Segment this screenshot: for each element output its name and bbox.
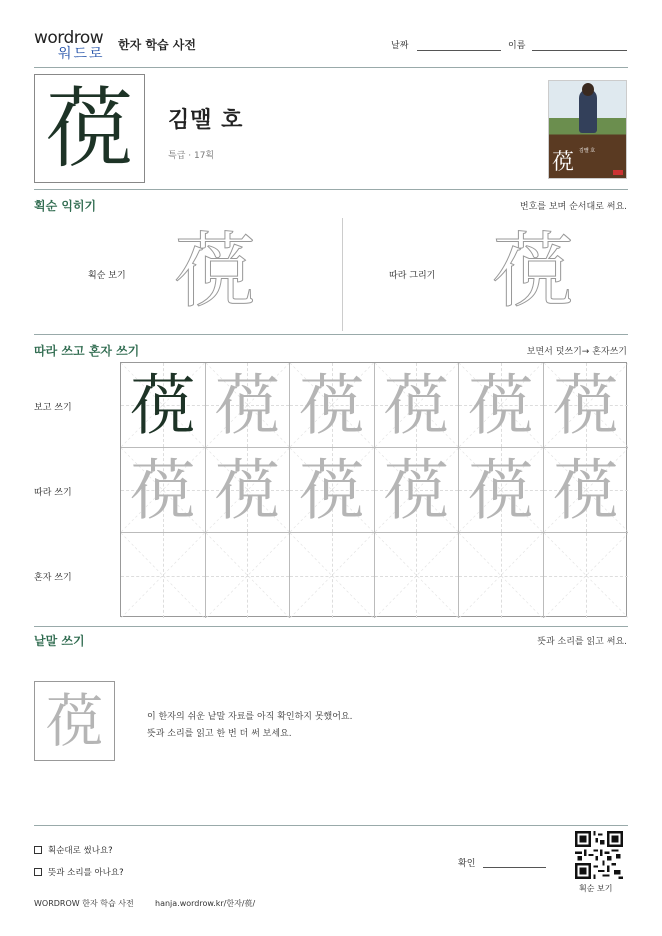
checklist-item-meaning[interactable]: [34, 866, 124, 878]
vocab-message-2: 뜻과 소리를 읽고 한 번 더 써 보세요.: [147, 729, 292, 739]
vocab-hanja: 䓲: [45, 687, 104, 755]
trace-label: 따라 그리기: [389, 271, 436, 281]
trace-hanja: 䓲: [214, 452, 281, 529]
logo-wordmark: wordrow: [34, 28, 104, 48]
practice-cell[interactable]: [121, 448, 206, 533]
checklist-item-strokes[interactable]: [34, 844, 113, 856]
checklist-label: 뜻과 소리를 아나요?: [48, 868, 124, 878]
date-field[interactable]: [417, 50, 501, 51]
stroke-section-hint: 번호를 보며 순서대로 써요.: [519, 202, 627, 212]
practice-cell[interactable]: [206, 448, 291, 533]
vocab-section-hint: 뜻과 소리를 읽고 써요.: [537, 637, 627, 647]
checklist-label: 획순대로 썼나요?: [48, 846, 113, 856]
row-label-trace: 따라 쓰기: [34, 488, 72, 498]
stroke-divider: [342, 218, 343, 331]
trace-hanja: 䓲: [552, 367, 619, 444]
name-field[interactable]: [532, 50, 627, 51]
card-title: 김맬 호: [579, 148, 596, 154]
practice-cell[interactable]: [290, 363, 375, 448]
hanja-large: 䓲: [45, 77, 134, 180]
guide-line: [290, 576, 374, 577]
document-title: 한자 학습 사전: [118, 38, 196, 52]
trace-hanja: 䓲: [214, 367, 281, 444]
name-label: 이름: [508, 41, 526, 51]
qr-label: 획순 보기: [579, 884, 613, 893]
divider: [34, 189, 628, 190]
stroke-view-label: 획순 보기: [88, 271, 126, 281]
card-hanja: 䓲: [552, 150, 575, 175]
row-label-solo: 혼자 쓰기: [34, 573, 72, 583]
practice-cell[interactable]: [121, 533, 206, 618]
trace-hanja: 䓲: [298, 452, 365, 529]
guide-line: [459, 576, 543, 577]
trace-hanja: 䓲: [129, 452, 196, 529]
practice-cell[interactable]: [544, 363, 629, 448]
divider: [34, 626, 628, 627]
stroke-order-diagram: 䓲: [173, 224, 256, 319]
practice-cell[interactable]: [290, 533, 375, 618]
confirm-label: 확인: [458, 859, 476, 869]
logo-korean: 워드로: [58, 46, 105, 62]
hanja-grade-strokes: 특급 · 17획: [168, 151, 215, 161]
guide-line: [206, 576, 290, 577]
row-label-view: 보고 쓰기: [34, 403, 72, 413]
trace-hanja: 䓲: [467, 367, 534, 444]
divider: [34, 334, 628, 335]
practice-grid: [120, 362, 627, 617]
trace-diagram[interactable]: 䓲: [491, 224, 574, 319]
practice-cell[interactable]: [375, 363, 460, 448]
wordrow-logo: [34, 30, 112, 62]
practice-section-hint: 보면서 덧쓰기→ 혼자쓰기: [526, 347, 627, 357]
practice-cell[interactable]: [206, 363, 291, 448]
practice-cell[interactable]: [544, 533, 629, 618]
checkbox-icon[interactable]: [34, 846, 42, 854]
trace-hanja: 䓲: [552, 452, 619, 529]
practice-section-title: 따라 쓰고 혼자 쓰기: [34, 344, 140, 358]
footer-url[interactable]: hanja.wordrow.kr/한자/䓲/: [155, 899, 256, 908]
illustration-card: [548, 80, 627, 179]
practice-cell[interactable]: [290, 448, 375, 533]
model-hanja: 䓲: [129, 367, 196, 444]
vocab-message-1: 이 한자의 쉬운 낱말 자료를 아직 확인하지 못했어요.: [147, 712, 353, 722]
hanja-reading: 김맬 호: [168, 108, 244, 133]
divider: [34, 67, 628, 68]
practice-cell[interactable]: [459, 533, 544, 618]
practice-cell[interactable]: [459, 448, 544, 533]
divider: [34, 825, 628, 826]
confirm-signature-field[interactable]: [483, 867, 546, 868]
practice-cell[interactable]: [375, 448, 460, 533]
stroke-section-title: 획순 익히기: [34, 199, 97, 213]
trace-hanja: 䓲: [467, 452, 534, 529]
practice-cell[interactable]: [375, 533, 460, 618]
trace-hanja: 䓲: [383, 452, 450, 529]
qr-code-icon[interactable]: [575, 831, 623, 879]
footer-brand: WORDROW 한자 학습 사전: [34, 899, 134, 908]
practice-cell[interactable]: [121, 363, 206, 448]
practice-cell[interactable]: [544, 448, 629, 533]
trace-hanja: 䓲: [383, 367, 450, 444]
checkbox-icon[interactable]: [34, 868, 42, 876]
date-label: 날짜: [391, 41, 409, 51]
trace-hanja: 䓲: [298, 367, 365, 444]
vocab-section-title: 낱말 쓰기: [34, 634, 85, 648]
guide-line: [375, 576, 459, 577]
practice-cell[interactable]: [206, 533, 291, 618]
card-badge: [613, 170, 623, 175]
guide-line: [544, 576, 629, 577]
guide-line: [121, 576, 205, 577]
practice-cell[interactable]: [459, 363, 544, 448]
farmer-head: [582, 83, 594, 96]
